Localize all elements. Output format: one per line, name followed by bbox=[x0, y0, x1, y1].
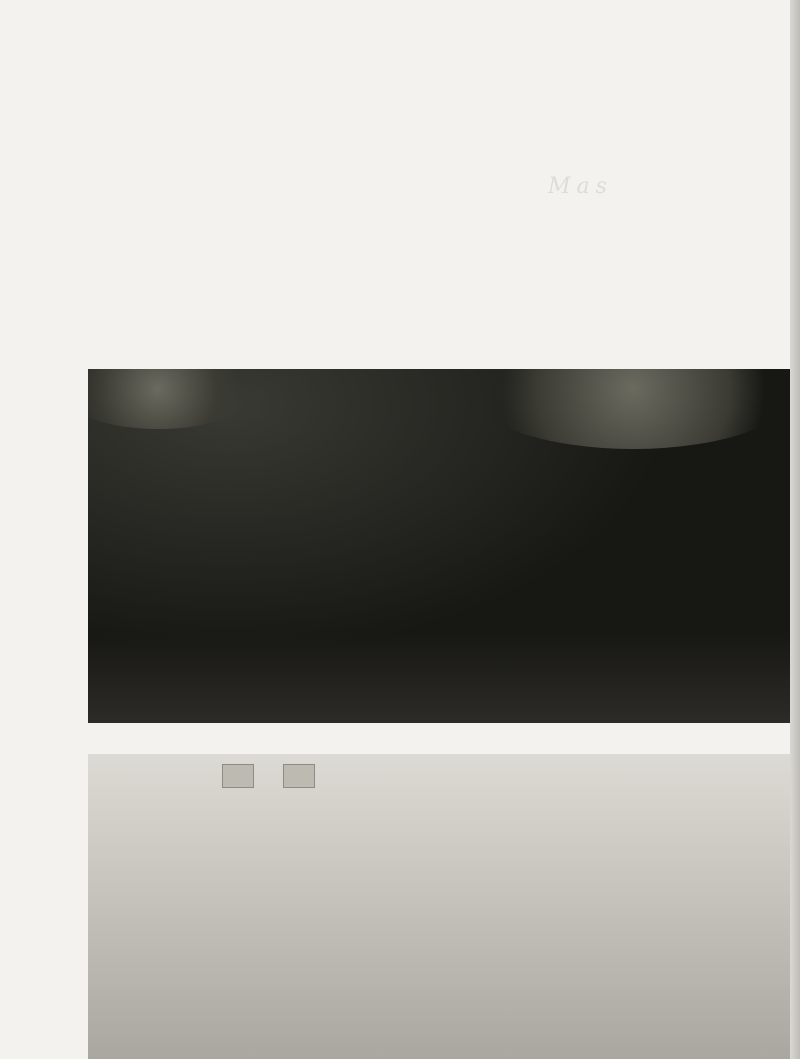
ground bbox=[88, 633, 790, 723]
wall-poster bbox=[222, 764, 254, 788]
page-edge-shadow bbox=[790, 0, 800, 1059]
rally-club-group-photo bbox=[88, 754, 790, 1059]
tree-foliage bbox=[468, 369, 790, 449]
tree-foliage bbox=[88, 369, 258, 429]
wall-poster bbox=[283, 764, 315, 788]
apaches-group-photo bbox=[88, 369, 790, 723]
show-through-text: Mas bbox=[548, 174, 613, 199]
intro-text-block bbox=[88, 136, 413, 142]
